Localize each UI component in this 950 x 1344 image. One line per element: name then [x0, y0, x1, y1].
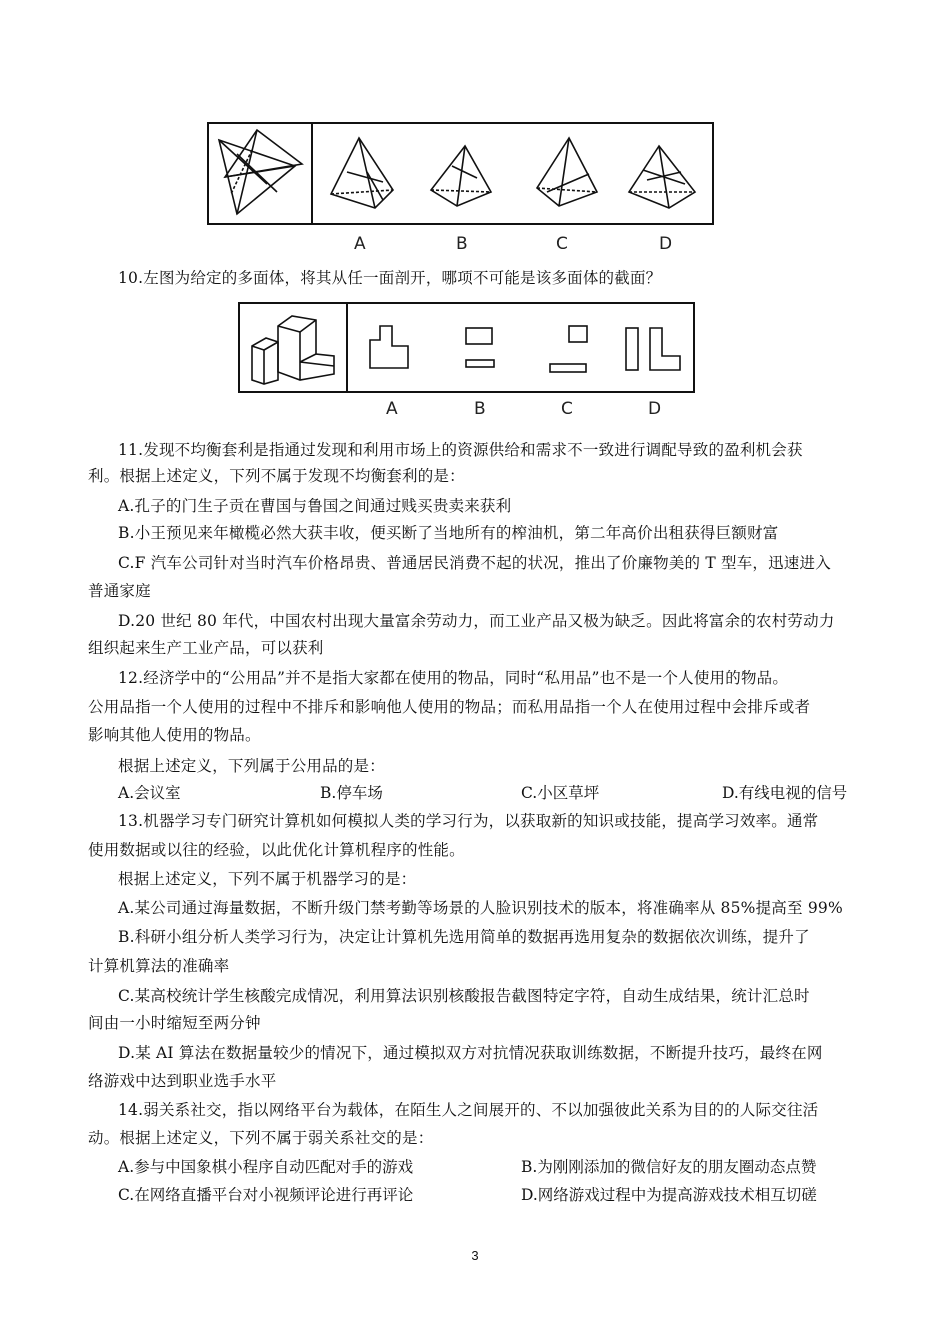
q14-option-c: C.在网络直播平台对小视频评论进行再评论	[118, 1186, 414, 1204]
q13-question: 根据上述定义，下列不属于机器学习的是：	[118, 870, 417, 888]
q12-option-d: D.有线电视的信号	[722, 784, 848, 802]
q14-option-d: D.网络游戏过程中为提高游戏技术相互切磋	[521, 1186, 817, 1204]
q9-label-a: A	[354, 234, 366, 254]
q13-option-d-line1: D.某 AI 算法在数据量较少的情况下，通过模拟双方对抗情况获取训练数据，不断提升技巧，最终在网	[118, 1044, 823, 1062]
q14-stem-line2: 动。根据上述定义，下列不属于弱关系社交的是：	[88, 1129, 434, 1147]
q11-option-d-line1: D.20 世纪 80 年代，中国农村出现大量富余劳动力，而工业产品又极为缺乏。因此将富余的农村劳动力	[118, 612, 835, 630]
q13-option-b-line1: B.科研小组分析人类学习行为，决定让计算机先选用简单的数据再选用复杂的数据依次训练，提升了	[118, 928, 810, 946]
q13-option-c-line2: 间由一小时缩短至两分钟	[88, 1014, 261, 1032]
q12-question: 根据上述定义，下列属于公用品的是：	[118, 757, 385, 775]
q13-option-c-line1: C.某高校统计学生核酸完成情况，利用算法识别核酸报告截图特定字符，自动生成结果，统计汇总时	[118, 987, 810, 1005]
q12-option-b: B.停车场	[320, 784, 383, 802]
q10-option-b-shape	[466, 328, 494, 367]
q13-option-d-line2: 络游戏中达到职业选手水平	[88, 1072, 277, 1090]
q11-option-b: B.小王预见来年橄榄必然大获丰收，便买断了当地所有的榨油机，第二年高价出租获得巨额财富	[118, 524, 779, 542]
q9-label-b: B	[456, 234, 468, 254]
q10-label-a: A	[386, 399, 398, 419]
q10-label-c: C	[561, 399, 573, 419]
q14-option-a: A.参与中国象棋小程序自动匹配对手的游戏	[118, 1158, 414, 1176]
q11-stem-line1: 11.发现不均衡套利是指通过发现和利用市场上的资源供给和需求不一致进行调配导致的盈利机会获	[118, 441, 803, 459]
q10-option-d-shape	[626, 328, 680, 370]
q10-option-a-shape	[370, 326, 408, 368]
q13-option-a: A.某公司通过海量数据，不断升级门禁考勤等场景的人脸识别技术的版本，将准确率从 85%提高至 99%	[118, 899, 843, 917]
q9-label-c: C	[556, 234, 568, 254]
q10-figure	[238, 302, 696, 394]
q11-option-a: A.孔子的门生子贡在曹国与鲁国之间通过贱买贵卖来获利	[118, 497, 512, 515]
q9-figure	[207, 122, 715, 226]
q14-stem-line1: 14.弱关系社交，指以网络平台为载体，在陌生人之间展开的、不以加强彼此关系为目的的人际交往活	[118, 1101, 819, 1119]
q13-option-b-line2: 计算机算法的准确率	[88, 957, 230, 975]
q10-option-c-shape	[550, 326, 587, 372]
q13-stem-line1: 13.机器学习专门研究计算机如何模拟人类的学习行为，以获取新的知识或技能，提高学习效率。通常	[118, 812, 819, 830]
q10-label-d: D	[648, 399, 662, 419]
q11-option-c-line2: 普通家庭	[88, 582, 151, 600]
q9-option-b-shape	[431, 146, 491, 206]
q14-option-b: B.为刚刚添加的微信好友的朋友圈动态点赞	[521, 1158, 817, 1176]
q11-option-d-line2: 组织起来生产工业产品，可以获利	[88, 639, 324, 657]
q11-option-c-line1: C.F 汽车公司针对当时汽车价格昂贵、普通居民消费不起的状况，推出了价廉物美的 T 型车，迅速进入	[118, 554, 831, 572]
q10-stem: 10.左图为给定的多面体，将其从任一面剖开，哪项不可能是该多面体的截面？	[118, 269, 662, 287]
q12-option-a: A.会议室	[118, 784, 181, 802]
q9-label-d: D	[659, 234, 673, 254]
q13-stem-line2: 使用数据或以往的经验，以此优化计算机程序的性能。	[88, 841, 465, 859]
q11-stem-line2: 利。根据上述定义，下列不属于发现不均衡套利的是：	[88, 467, 465, 485]
q12-stem-line1: 12.经济学中的“公用品”并不是指大家都在使用的物品，同时“私用品”也不是一个人使用的物品。	[118, 669, 789, 687]
q9-figure-drawing	[207, 122, 715, 226]
page-number: 3	[471, 1248, 479, 1263]
q9-option-d-shape	[629, 146, 695, 208]
q10-label-b: B	[474, 399, 486, 419]
q12-option-c: C.小区草坪	[521, 784, 600, 802]
q9-given-net	[219, 130, 302, 214]
q9-option-c-shape	[537, 138, 597, 206]
q12-stem-line2: 公用品指一个人使用的过程中不排斥和影响他人使用的物品；而私用品指一个人在使用过程中会排斥或者	[88, 698, 811, 716]
q10-figure-drawing	[238, 302, 696, 394]
q10-given-solid	[252, 316, 334, 384]
q12-stem-line3: 影响其他人使用的物品。	[88, 726, 261, 744]
q9-option-a-shape	[331, 138, 393, 208]
